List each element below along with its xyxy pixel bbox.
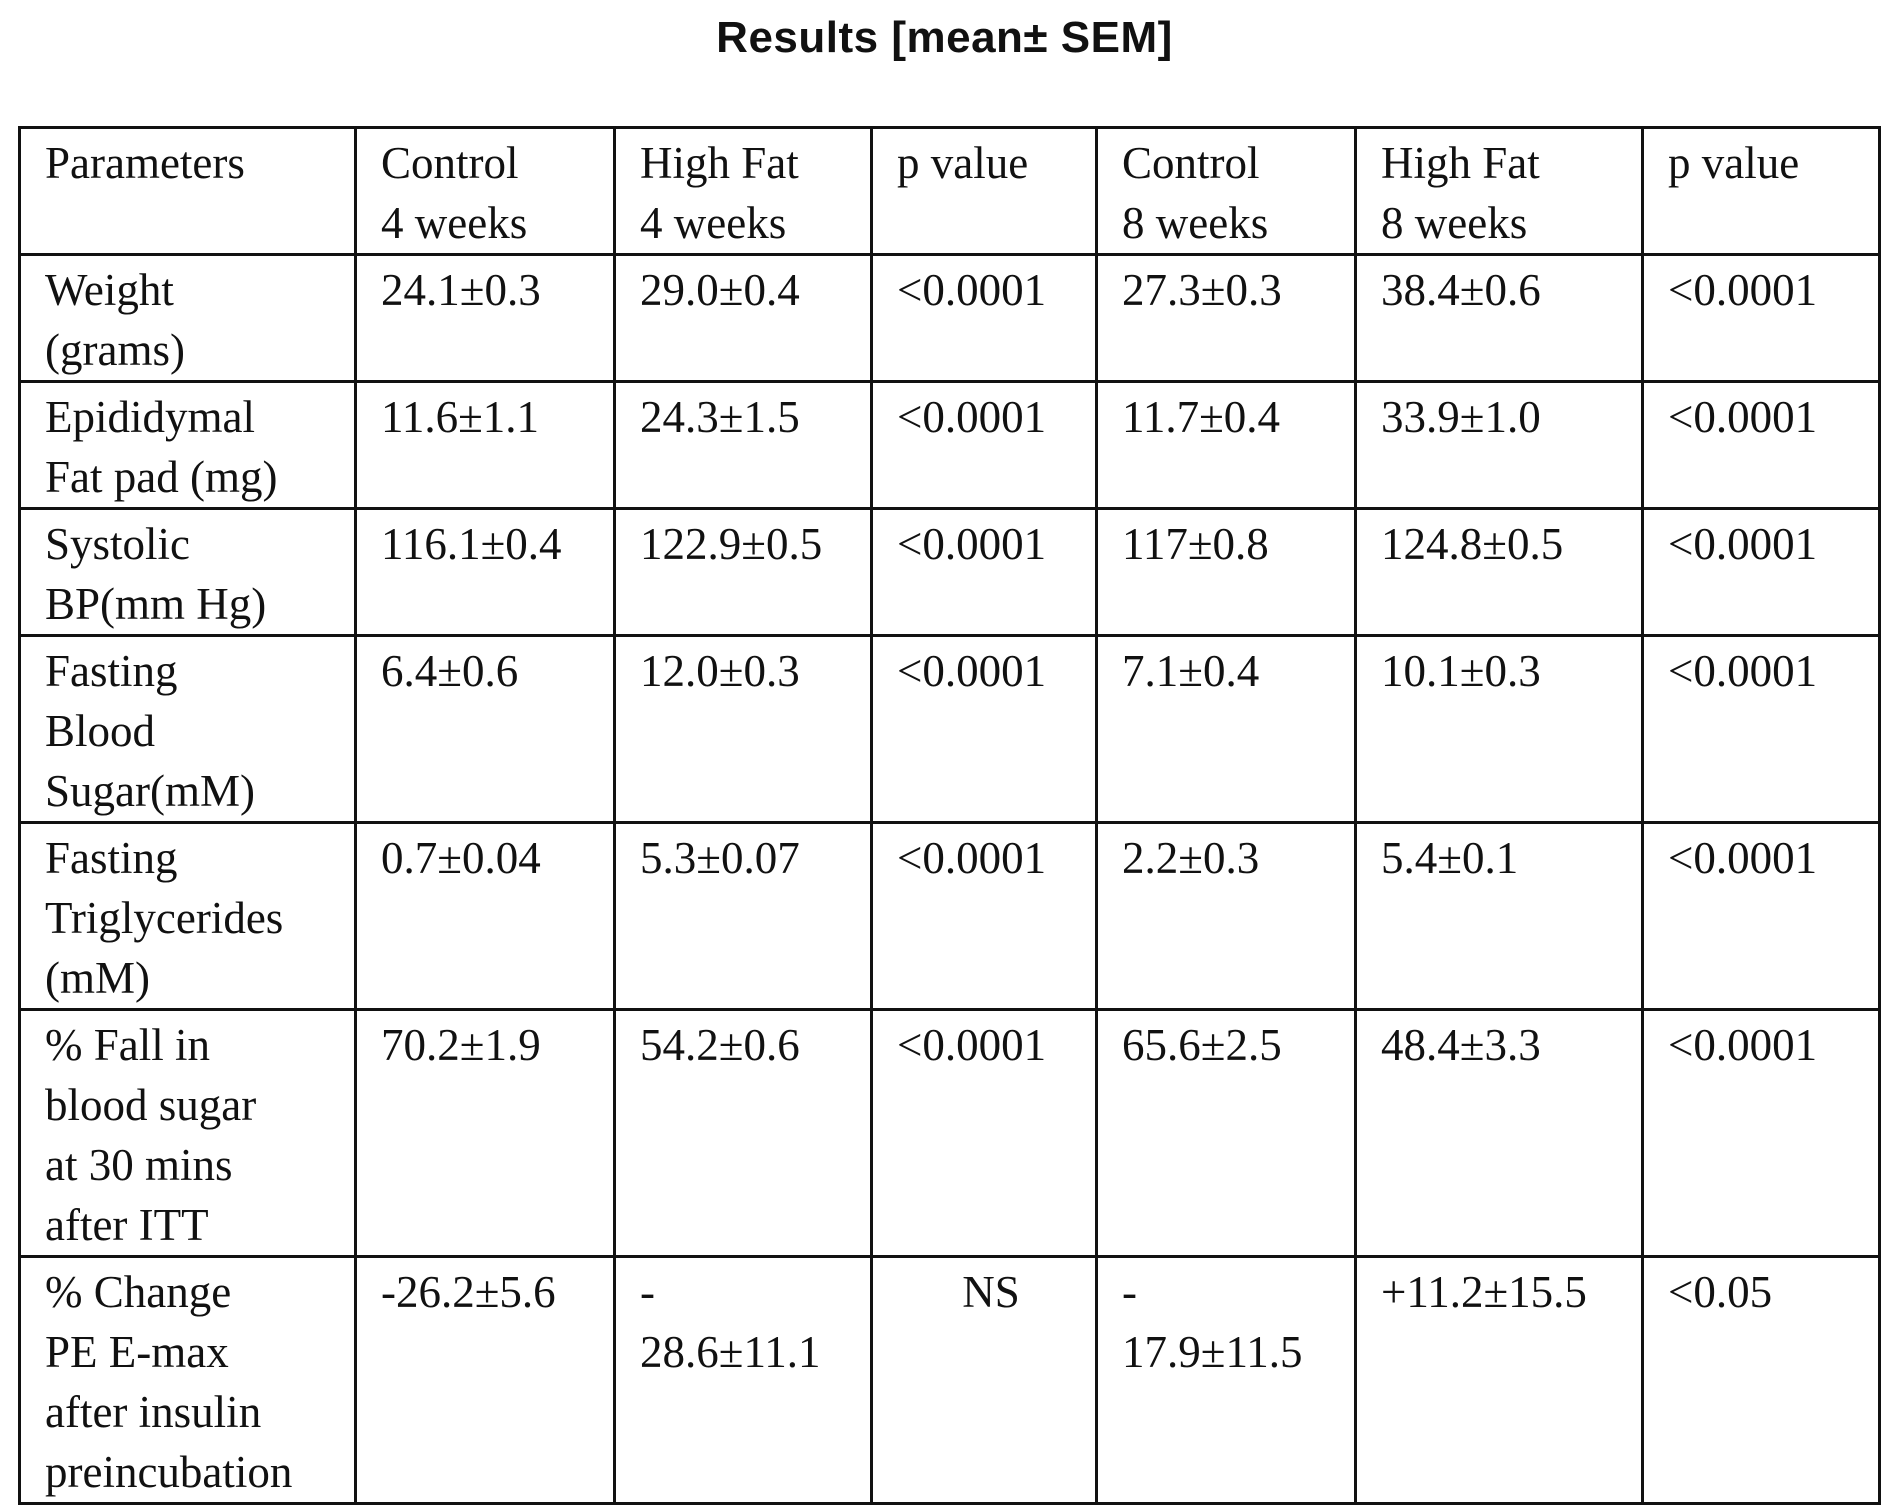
table-cell: 11.7±0.4	[1097, 382, 1356, 509]
table-cell: 48.4±3.3	[1356, 1010, 1643, 1257]
table-cell: <0.0001	[1643, 255, 1880, 382]
table-cell: 38.4±0.6	[1356, 255, 1643, 382]
table-cell: 124.8±0.5	[1356, 509, 1643, 636]
row-parameter-cell: Weight (grams)	[20, 255, 356, 382]
table-cell: 27.3±0.3	[1097, 255, 1356, 382]
table-cell: <0.05	[1643, 1257, 1880, 1504]
row-parameter-cell: Fasting Blood Sugar(mM)	[20, 636, 356, 823]
header-p-value-8-weeks: p value	[1643, 128, 1880, 255]
page-title: Results [mean± SEM]	[716, 13, 1173, 62]
table-cell: <0.0001	[1643, 823, 1880, 1010]
table-cell: 24.3±1.5	[615, 382, 872, 509]
table-header-row	[20, 128, 1880, 255]
table-cell: 33.9±1.0	[1356, 382, 1643, 509]
table-cell: <0.0001	[872, 823, 1097, 1010]
table-cell: 70.2±1.9	[356, 1010, 615, 1257]
table-row	[20, 823, 1880, 1010]
table-cell: 117±0.8	[1097, 509, 1356, 636]
table-cell: <0.0001	[872, 382, 1097, 509]
table-cell: 10.1±0.3	[1356, 636, 1643, 823]
results-table	[18, 126, 1881, 1505]
header-parameters: Parameters	[20, 128, 356, 255]
table-cell: 24.1±0.3	[356, 255, 615, 382]
header-control-4-weeks: Control 4 weeks	[356, 128, 615, 255]
table-cell: <0.0001	[1643, 382, 1880, 509]
table-cell: <0.0001	[872, 509, 1097, 636]
table-row	[20, 1010, 1880, 1257]
table-cell: -26.2±5.6	[356, 1257, 615, 1504]
header-p-value-4-weeks: p value	[872, 128, 1097, 255]
row-parameter-cell: % Change PE E-max after insulin preincubation	[20, 1257, 356, 1504]
table-cell: <0.0001	[872, 1010, 1097, 1257]
table-cell: 12.0±0.3	[615, 636, 872, 823]
table-cell: 5.4±0.1	[1356, 823, 1643, 1010]
table-row	[20, 255, 1880, 382]
header-control-8-weeks: Control 8 weeks	[1097, 128, 1356, 255]
row-parameter-cell: Epididymal Fat pad (mg)	[20, 382, 356, 509]
table-cell: 116.1±0.4	[356, 509, 615, 636]
table-cell: 54.2±0.6	[615, 1010, 872, 1257]
table-cell: <0.0001	[1643, 636, 1880, 823]
table-cell: - 28.6±11.1	[615, 1257, 872, 1504]
table-cell: 6.4±0.6	[356, 636, 615, 823]
table-cell: 2.2±0.3	[1097, 823, 1356, 1010]
table-cell: +11.2±15.5	[1356, 1257, 1643, 1504]
table-cell: 5.3±0.07	[615, 823, 872, 1010]
table-row	[20, 636, 1880, 823]
table-cell: <0.0001	[872, 636, 1097, 823]
table-cell: <0.0001	[872, 255, 1097, 382]
table-cell: 11.6±1.1	[356, 382, 615, 509]
table-cell: <0.0001	[1643, 1010, 1880, 1257]
header-high-fat-4-weeks: High Fat 4 weeks	[615, 128, 872, 255]
table-row	[20, 509, 1880, 636]
table-row	[20, 1257, 1880, 1504]
row-parameter-cell: % Fall in blood sugar at 30 mins after ITT	[20, 1010, 356, 1257]
table-row	[20, 382, 1880, 509]
table-cell: - 17.9±11.5	[1097, 1257, 1356, 1504]
header-high-fat-8-weeks: High Fat 8 weeks	[1356, 128, 1643, 255]
row-parameter-cell: Fasting Triglycerides (mM)	[20, 823, 356, 1010]
table-cell: 29.0±0.4	[615, 255, 872, 382]
table-cell: 0.7±0.04	[356, 823, 615, 1010]
table-cell: 65.6±2.5	[1097, 1010, 1356, 1257]
row-parameter-cell: Systolic BP(mm Hg)	[20, 509, 356, 636]
table-cell: NS	[872, 1257, 1097, 1504]
table-cell: 122.9±0.5	[615, 509, 872, 636]
table-cell: 7.1±0.4	[1097, 636, 1356, 823]
table-cell: <0.0001	[1643, 509, 1880, 636]
